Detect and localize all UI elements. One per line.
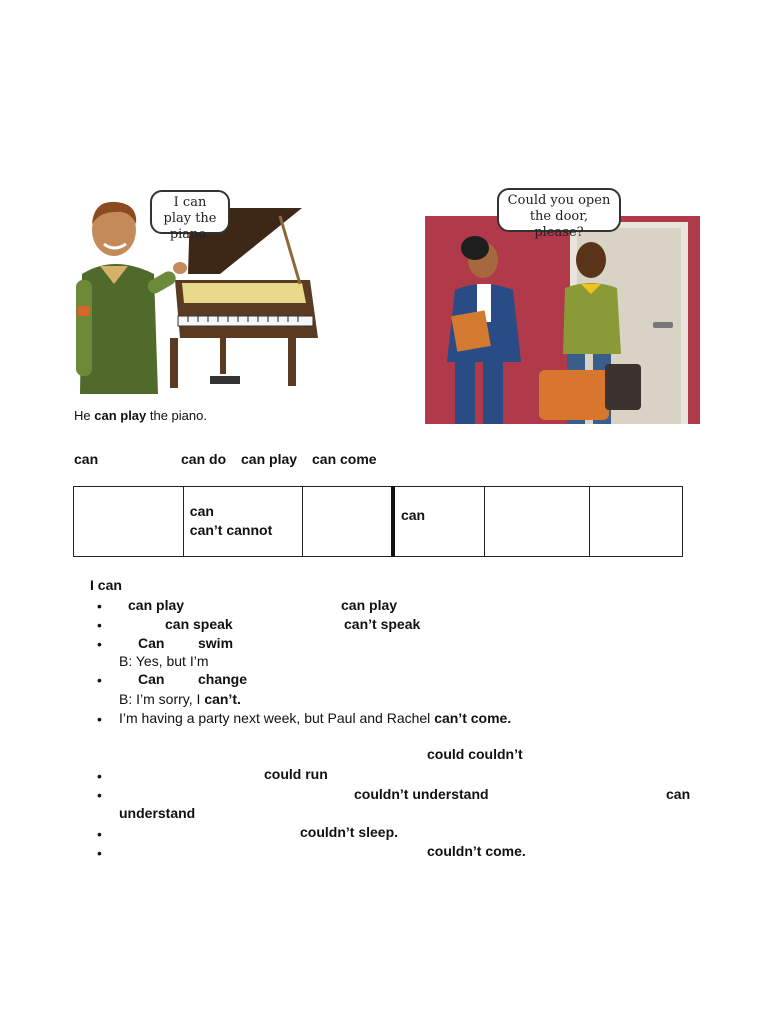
- s1-b1-left: can play: [128, 597, 185, 613]
- piano-illustration: [70, 188, 330, 403]
- s1-b4-verb: change: [198, 671, 248, 687]
- table-row: [74, 487, 683, 557]
- s2-b3: couldn’t sleep.: [300, 824, 399, 840]
- s1-b1-right: can play: [341, 597, 398, 613]
- table-cell-2: [183, 487, 302, 557]
- intro-word-can-come: can come: [312, 451, 377, 467]
- s1-b3-verb: swim: [198, 635, 234, 651]
- caption-bold: can play: [94, 408, 147, 423]
- cell-text-can-2: can: [400, 507, 426, 523]
- s2-b2-right: can: [666, 786, 691, 802]
- speech-bubble-right: Could you open the door, please?: [497, 188, 621, 232]
- s1-b4-answer-pre: B: I’m sorry, I: [119, 691, 205, 707]
- intro-word-can: can: [74, 451, 99, 467]
- s2-b1: could run: [264, 766, 328, 782]
- table-cell-3: [302, 487, 393, 557]
- s1-b5-pre: I’m having a party next week, but Paul and Rachel: [119, 710, 435, 726]
- s2-b2-next: understand: [119, 805, 196, 821]
- bullet-dot: •: [97, 768, 102, 784]
- table-cell-4: [393, 487, 485, 557]
- section1-heading: I can: [90, 577, 122, 593]
- bullet-dot: •: [97, 845, 102, 861]
- section2-heading: could couldn’t: [427, 746, 523, 762]
- bullet-dot: •: [97, 598, 102, 614]
- piano-caption: [74, 408, 207, 423]
- s1-b5: [119, 710, 511, 726]
- table-cell-6: [590, 487, 683, 557]
- s1-b3-answer: B: Yes, but I’m: [119, 653, 209, 669]
- s1-b4-answer-bold: can’t.: [204, 691, 241, 707]
- s2-b4: couldn’t come.: [427, 843, 526, 859]
- s1-b5-bold: can’t come.: [434, 710, 512, 726]
- cell-text-can: can: [189, 503, 214, 519]
- bullet-dot: •: [97, 636, 102, 652]
- s1-b4-answer: [119, 691, 241, 707]
- s1-b4-can: Can: [138, 671, 165, 687]
- s2-b2-mid: couldn’t understand: [354, 786, 489, 802]
- bullet-dot: •: [97, 826, 102, 842]
- caption-post: the piano.: [146, 408, 207, 423]
- s1-b3-can: Can: [138, 635, 165, 651]
- s1-b2-right: can’t speak: [344, 616, 421, 632]
- bullet-dot: •: [97, 711, 102, 727]
- bullet-dot: •: [97, 617, 102, 633]
- bullet-dot: •: [97, 672, 102, 688]
- cell-text-cant-cannot: can’t cannot: [189, 522, 273, 538]
- s1-b2-left: can speak: [165, 616, 233, 632]
- caption-pre: He: [74, 408, 95, 423]
- door-illustration: [425, 186, 700, 424]
- table-cell-5: [485, 487, 590, 557]
- grammar-table: [73, 486, 683, 557]
- bullet-dot: •: [97, 787, 102, 803]
- speech-bubble-left: I can play the piano.: [150, 190, 230, 234]
- table-cell-1: [74, 487, 184, 557]
- intro-word-can-do: can do: [181, 451, 227, 467]
- intro-word-can-play: can play: [241, 451, 298, 467]
